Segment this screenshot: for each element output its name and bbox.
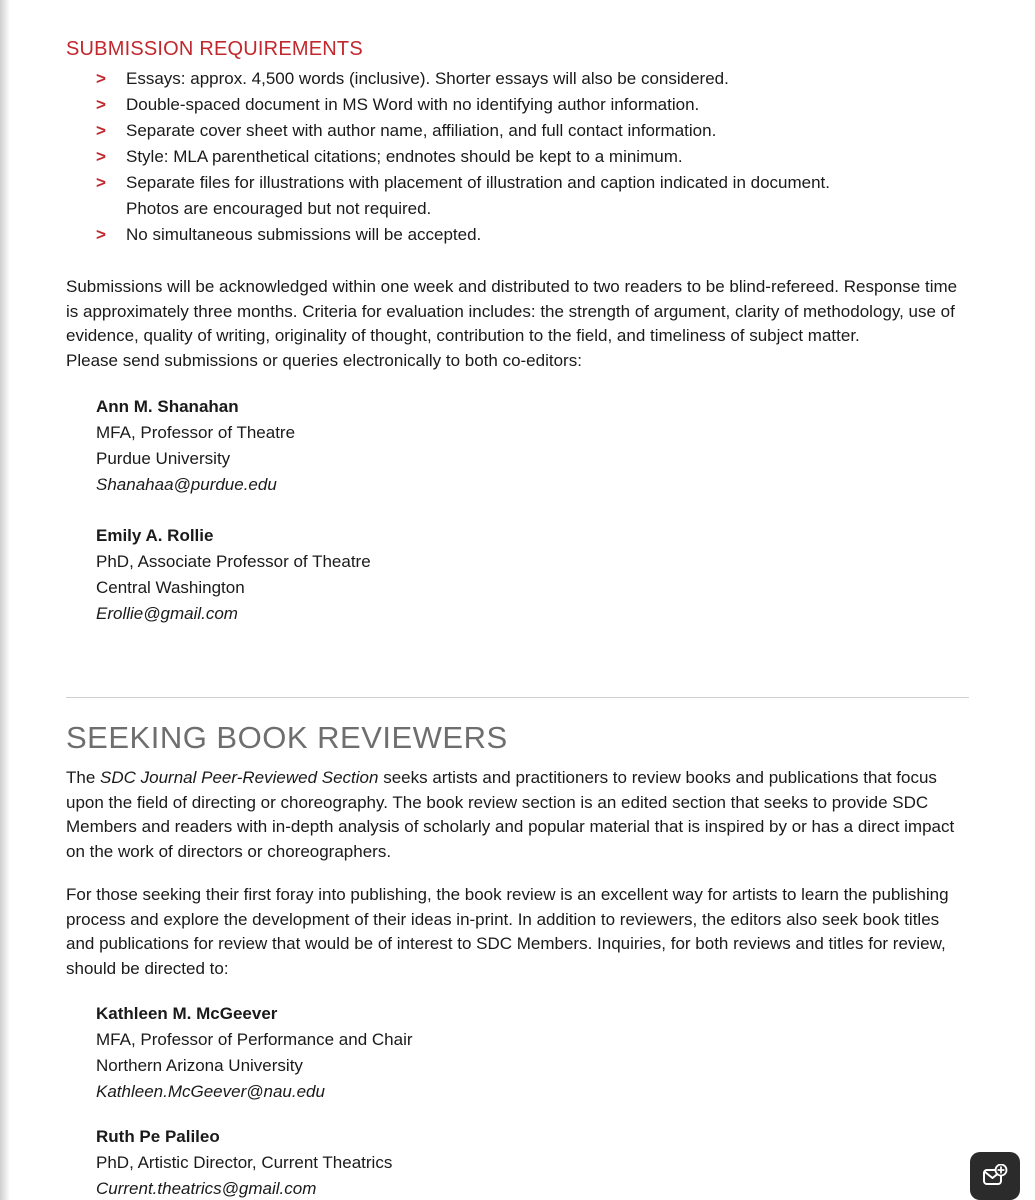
compose-mail-plus-icon	[982, 1164, 1008, 1188]
bullet-arrow-icon: >	[96, 69, 106, 88]
reviewers-paragraph-2: For those seeking their first foray into publishing, the book review is an excellent way for artists to learn the publishing process and explore the development of their ideas in-print. In addition to reviewers, the editors also seek book titles and publications for review that would be of interest to SDC Members. Inquiries, for both reviews and titles for review, should be directed to:	[66, 885, 949, 978]
list-item-continuation: Photos are encouraged but not required.	[126, 199, 432, 218]
contact-block	[96, 1124, 392, 1200]
submission-paragraph: Submissions will be acknowledged within one week and distributed to two readers to be blind-refereed. Response time is approximately three months. Criteria for evaluation includes: the strength of argument, clarity of methodology, use of evidence, quality of writing, originality of thought, contribution to the field, and timeliness of subject matter. Please send submissions or queries electronically to both co-editors:	[66, 277, 958, 370]
page-edge-shadow	[0, 0, 10, 1200]
contact-block	[96, 1001, 413, 1105]
contact-title: MFA, Professor of Theatre	[96, 423, 296, 442]
contact-email[interactable]: Shanahaa@purdue.edu	[96, 475, 277, 494]
contact-title: PhD, Artistic Director, Current Theatrics	[96, 1153, 393, 1172]
contact-name: Ann M. Shanahan	[96, 397, 239, 416]
contact-title: PhD, Associate Professor of Theatre	[96, 552, 371, 571]
submission-heading: SUBMISSION REQUIREMENTS	[66, 38, 363, 60]
bullet-arrow-icon: >	[96, 147, 106, 166]
send-instructions: Please send submissions or queries electronically to both co-editors:	[66, 350, 582, 370]
list-item: > Separate cover sheet with author name, affiliation, and full contact information.	[96, 118, 830, 144]
contact-block	[96, 523, 371, 627]
list-item: > No simultaneous submissions will be accepted.	[96, 222, 830, 248]
contact-org: Purdue University	[96, 449, 231, 468]
contact-email[interactable]: Erollie@gmail.com	[96, 604, 238, 623]
bullet-arrow-icon: >	[96, 121, 106, 140]
contact-block	[96, 394, 295, 498]
journal-name: SDC Journal Peer-Reviewed Section	[100, 768, 379, 787]
bullet-arrow-icon: >	[96, 225, 106, 244]
reviewers-paragraph-1: The SDC Journal Peer-Reviewed Section seeks artists and practitioners to review books and publications that focus upon the field of directing or choreography. The book review section is an edited section that seeks to provide SDC Members and readers with in-depth analysis of scholarly and popular material that is inspired by or has a direct impact on the work of directors or choreographers.	[66, 768, 955, 861]
contact-org: Central Washington	[96, 578, 245, 597]
bullet-arrow-icon: >	[96, 95, 106, 114]
contact-name: Kathleen M. McGeever	[96, 1004, 278, 1023]
reviewers-heading: SEEKING BOOK REVIEWERS	[66, 720, 508, 755]
list-item: > Separate files for illustrations with placement of illustration and caption indicated in document.	[96, 170, 830, 196]
list-item: > Essays: approx. 4,500 words (inclusive). Shorter essays will also be considered.	[96, 66, 830, 92]
bullet-arrow-icon: >	[96, 173, 106, 192]
contact-name: Ruth Pe Palileo	[96, 1127, 220, 1146]
list-item: > Double-spaced document in MS Word with no identifying author information.	[96, 92, 830, 118]
section-divider	[66, 697, 969, 698]
contact-org: Northern Arizona University	[96, 1056, 303, 1075]
list-item: > Style: MLA parenthetical citations; endnotes should be kept to a minimum.	[96, 144, 830, 170]
contact-email[interactable]: Current.theatrics@gmail.com	[96, 1179, 317, 1198]
compose-button[interactable]	[970, 1152, 1020, 1200]
contact-title: MFA, Professor of Performance and Chair	[96, 1030, 413, 1049]
contact-name: Emily A. Rollie	[96, 526, 214, 545]
requirements-list	[96, 66, 830, 248]
contact-email[interactable]: Kathleen.McGeever@nau.edu	[96, 1082, 325, 1101]
